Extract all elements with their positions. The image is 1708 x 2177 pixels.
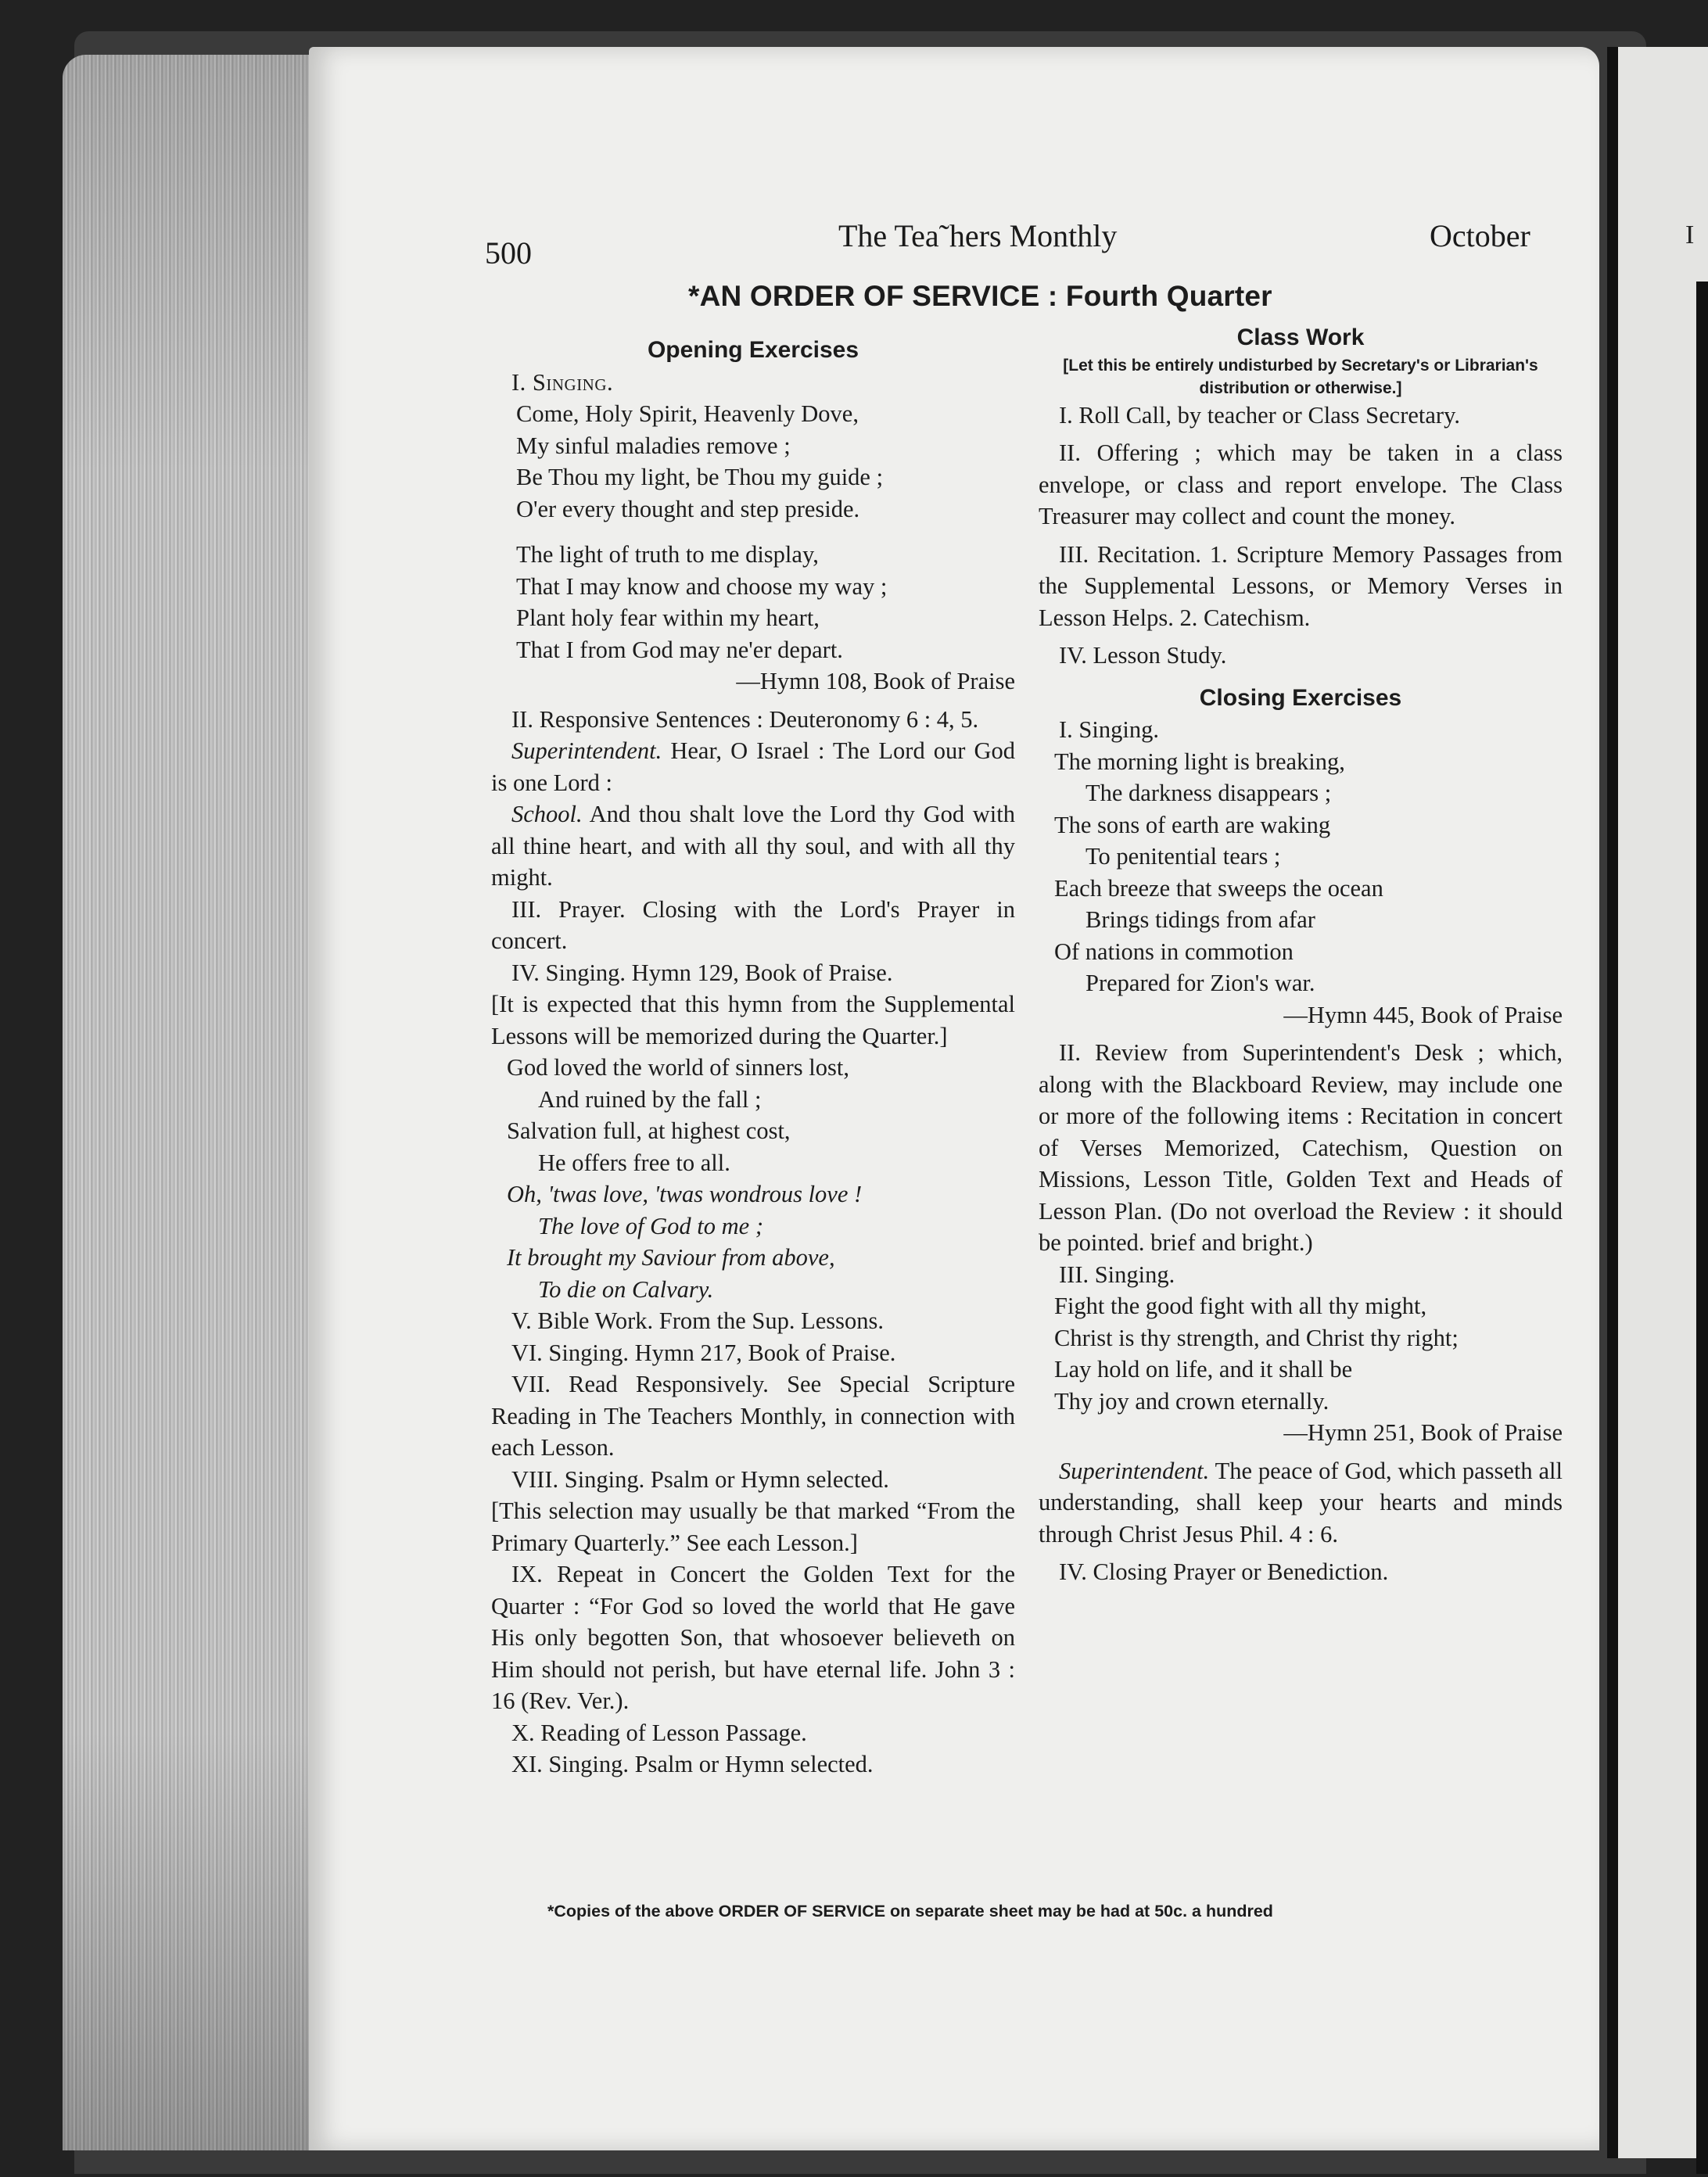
school-sentence xyxy=(491,798,1015,894)
hymn-line: Of nations in commotion xyxy=(1054,938,1294,965)
opening-item-8-note: [This selection may usually be that marked “From the Primary Quarterly.” See each Lesson.] xyxy=(491,1497,1015,1556)
hymn-attribution: —Hymn 108, Book of Praise xyxy=(736,668,1015,694)
hymn-108 xyxy=(491,398,1015,698)
hymn-line: And ruined by the fall ; xyxy=(538,1085,762,1113)
hymn-line: Plant holy fear within my heart, xyxy=(516,604,820,631)
hymn-line: That I may know and choose my way ; xyxy=(516,572,888,600)
hymn-line: Christ is thy strength, and Christ thy right; xyxy=(1054,1324,1459,1351)
superintendent-sentence xyxy=(491,735,1015,798)
closing-superintendent xyxy=(1039,1455,1563,1551)
journal-title: The Tea˜hers Monthly xyxy=(838,218,1118,253)
hymn-line: Fight the good fight with all thy might, xyxy=(1054,1293,1427,1319)
opening-item-4: IV. Singing. Hymn 129, Book of Praise. xyxy=(511,959,893,986)
closing-exercises-heading: Closing Exercises xyxy=(1199,684,1402,711)
superintendent-text: Hear, O Israel : The Lord our God is one Lord : xyxy=(491,737,1015,796)
superintendent-text: The peace of God, which passeth all understanding, shall keep your hearts and minds through Christ Jesus Phil. 4 : 6. xyxy=(1039,1457,1563,1548)
hymn-line: Prepared for Zion's war. xyxy=(1085,970,1315,996)
hymn-line: Each breeze that sweeps the ocean xyxy=(1054,874,1383,902)
class-work-item-3: III. Recitation. 1. Scripture Memory Passages from the Supplemental Lessons, or Memory Verses in Lesson Helps. 2. Catechism. xyxy=(1039,540,1563,631)
superintendent-label: Superintendent. xyxy=(1059,1457,1210,1484)
chorus-line: It brought my Saviour from above, xyxy=(507,1244,835,1271)
opening-item-6: VI. Singing. Hymn 217, Book of Praise. xyxy=(511,1339,896,1366)
class-work-item-2: II. Offering ; which may be taken in a class envelope, or class and report envelope. The Class Treasurer may collect and count the money. xyxy=(1039,439,1563,529)
left-column xyxy=(491,335,1015,1781)
opening-item-8: VIII. Singing. Psalm or Hymn selected. xyxy=(511,1465,889,1493)
school-text: And thou shalt love the Lord thy God with all thine heart, and with all thy soul, and with all thy might. xyxy=(491,801,1015,891)
hymn-line: That I from God may ne'er depart. xyxy=(516,636,843,663)
hymn-attribution: —Hymn 251, Book of Praise xyxy=(1283,1419,1563,1446)
page-number: 500 xyxy=(485,235,532,271)
closing-item-2: II. Review from Superintendent's Desk ; which, along with the Blackboard Review, may include one or more of the following items : Recitation in concert of Verses Memorized, Catechism, Question on Missions, Lesson Title, Golden Text and Heads of Lesson Plan. (Do not overload the Review : it should be pointed. brief and bright.) xyxy=(1039,1039,1563,1256)
service-title: *AN ORDER OF SERVICE : Fourth Quarter xyxy=(688,280,1272,312)
facing-page-letter: I xyxy=(1685,221,1695,249)
running-month: October xyxy=(1430,218,1530,253)
hymn-line: The morning light is breaking, xyxy=(1054,748,1345,775)
class-work-item-1: I. Roll Call, by teacher or Class Secretary. xyxy=(1059,401,1460,429)
opening-item-9: IX. Repeat in Concert the Golden Text for the Quarter : “For God so loved the world that He gave His only begotten Son, that whosoever believeth on Him should not perish, but have eternal life. John 3 : 16 (Rev. Ver.). xyxy=(491,1561,1015,1714)
chorus-line: Oh, 'twas love, 'twas wondrous love ! xyxy=(507,1181,863,1207)
hymn-line: The sons of earth are waking xyxy=(1054,811,1331,838)
opening-item-2: II. Responsive Sentences : Deuteronomy 6 : 4, 5. xyxy=(511,705,979,733)
hymn-line: He offers free to all. xyxy=(538,1149,730,1176)
hymn-line: My sinful maladies remove ; xyxy=(516,432,791,459)
closing-item-3: III. Singing. xyxy=(1059,1261,1175,1288)
right-column xyxy=(1039,322,1563,1588)
class-work-item-4: IV. Lesson Study. xyxy=(1059,642,1227,669)
hymn-251 xyxy=(1039,1290,1563,1449)
closing-item-4: IV. Closing Prayer or Benediction. xyxy=(1059,1558,1389,1585)
closing-item-1: I. Singing. xyxy=(1059,716,1159,743)
hymn-line: The darkness disappears ; xyxy=(1085,780,1332,806)
hymn-line: God loved the world of sinners lost, xyxy=(507,1054,849,1081)
school-label: School. xyxy=(511,801,583,827)
footnote: *Copies of the above ORDER OF SERVICE on separate sheet may be had at 50c. a hundred xyxy=(547,1902,1273,1921)
opening-item-3: III. Prayer. Closing with the Lord's Prayer in concert. xyxy=(491,895,1015,954)
hymn-line: Thy joy and crown eternally. xyxy=(1054,1387,1329,1415)
hymn-129 xyxy=(491,1052,1015,1305)
superintendent-label: Superintendent. xyxy=(511,737,662,764)
opening-item-7: VII. Read Responsively. See Special Scripture Reading in The Teachers Monthly, in connection with each Lesson. xyxy=(491,1371,1015,1461)
hymn-line: Come, Holy Spirit, Heavenly Dove, xyxy=(516,400,859,427)
hymn-445 xyxy=(1039,746,1563,1031)
opening-item-11: XI. Singing. Psalm or Hymn selected. xyxy=(511,1751,874,1777)
chorus-line: The love of God to me ; xyxy=(538,1212,763,1239)
opening-item-10: X. Reading of Lesson Passage. xyxy=(511,1719,807,1746)
hymn-line: To penitential tears ; xyxy=(1085,843,1281,870)
class-work-heading: Class Work xyxy=(1236,325,1365,350)
class-work-note: [Let this be entirely undisturbed by Secretary's or Librarian's distribution or otherwise.] xyxy=(1063,356,1538,397)
hymn-line: O'er every thought and step preside. xyxy=(516,495,860,522)
opening-exercises-heading: Opening Exercises xyxy=(647,337,859,363)
hymn-line: Be Thou my light, be Thou my guide ; xyxy=(516,464,884,490)
hymn-line: Brings tidings from afar xyxy=(1085,906,1315,933)
hymn-attribution: —Hymn 445, Book of Praise xyxy=(1283,1001,1563,1028)
opening-item-5: V. Bible Work. From the Sup. Lessons. xyxy=(511,1307,884,1334)
chorus-line: To die on Calvary. xyxy=(538,1275,714,1303)
opening-item-4-note: [It is expected that this hymn from the Supplemental Lessons will be memorized during the Quarter.] xyxy=(491,991,1015,1049)
opening-item-1: I. Singing. xyxy=(511,368,614,396)
hymn-line: Lay hold on life, and it shall be xyxy=(1054,1356,1353,1383)
hymn-line: The light of truth to me display, xyxy=(516,541,819,568)
hymn-line: Salvation full, at highest cost, xyxy=(507,1117,791,1144)
